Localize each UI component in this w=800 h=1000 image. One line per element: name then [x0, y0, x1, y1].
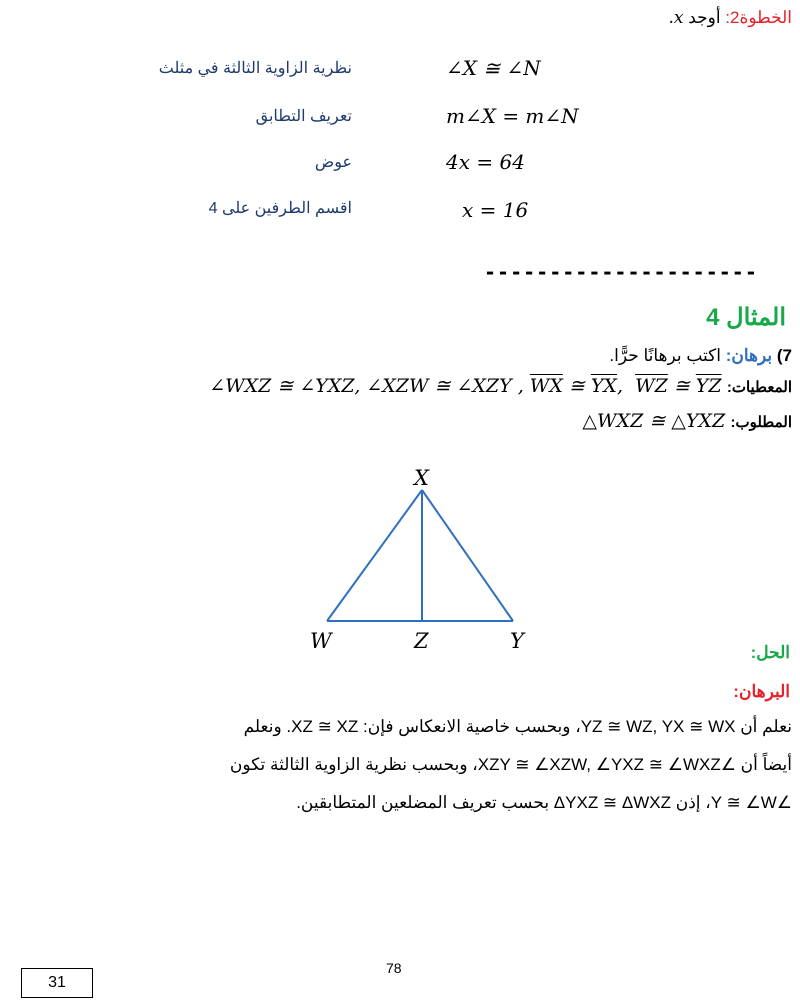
example-title: المثال 4	[706, 304, 786, 331]
statement-1: ∠X ≅ ∠N	[446, 56, 541, 80]
triangle-figure	[300, 458, 540, 658]
exercise-label: برهان:	[725, 346, 773, 365]
reason-3: عوض	[314, 154, 352, 171]
exercise-prompt	[609, 346, 792, 366]
solution-label: الحل:	[750, 643, 790, 662]
reason-4: اقسم الطرفين على 4	[208, 200, 352, 217]
statement-4: x = 16	[462, 198, 529, 222]
page-box-number: 31	[21, 968, 93, 998]
prove-line	[582, 410, 792, 433]
dashed-divider: ---------------------	[484, 260, 758, 284]
side-xy	[422, 490, 513, 621]
proof-paragraph-line-2: أيضاً أن ∠XZY ≅ ∠XZW, ∠YXZ ≅ ∠WXZ، وبحسب نظرية الزاوية الثالثة تكون	[229, 755, 792, 774]
given-statement: ∠WXZ ≅ ∠YXZ, ∠XZW ≅ ∠XZY , $\overline{WX}$ ≅ $\overline{YX}$, $\overline{WZ}$ ≅ $\overline{YZ}$	[209, 375, 722, 397]
exercise-text: اكتب برهانًا حرًّا.	[609, 346, 721, 365]
vertex-label-x: X	[414, 466, 429, 490]
given-label: المعطيات:	[726, 379, 792, 396]
step-heading	[668, 8, 792, 28]
vertex-label-y: Y	[510, 629, 524, 653]
reason-1: نظرية الزاوية الثالثة في مثلث	[158, 60, 352, 77]
step-variable: x.	[668, 8, 684, 28]
step-text: أوجد	[683, 8, 726, 27]
page-number: 78	[386, 960, 402, 976]
step-label: الخطوة2:	[725, 8, 792, 27]
proof-paragraph-line-1: نعلم أن YZ ≅ WZ, YX ≅ WX، وبحسب خاصية الانعكاس فإن: XZ ≅ XZ. ونعلم	[243, 717, 792, 736]
prove-statement: △WXZ ≅ △YXZ	[582, 410, 726, 432]
given-segment-wz: $\overline{WZ}$	[635, 375, 668, 397]
proof-label: البرهان:	[733, 682, 790, 701]
reason-2: تعريف التطابق	[255, 108, 352, 125]
prove-label: المطلوب:	[730, 414, 792, 431]
statement-3: 4x = 64	[446, 150, 525, 174]
statement-2: m∠X = m∠N	[446, 104, 579, 128]
given-line	[209, 375, 792, 398]
vertex-label-w: W	[310, 629, 332, 653]
exercise-number: 7)	[776, 346, 792, 365]
given-angles: ∠WXZ ≅ ∠YXZ, ∠XZW ≅ ∠XZY ,	[209, 375, 524, 397]
side-xw	[327, 490, 422, 621]
given-segment-wx: $\overline{WX}$	[529, 375, 563, 397]
proof-paragraph-line-3: ∠Y ≅ ∠W، إذن ΔYXZ ≅ ΔWXZ بحسب تعريف المضلعين المتطابقين.	[296, 793, 792, 812]
given-segment-yx: $\overline{YX}$	[590, 375, 617, 397]
given-segment-yz: $\overline{YZ}$	[695, 375, 722, 397]
vertex-label-z: Z	[414, 629, 429, 653]
